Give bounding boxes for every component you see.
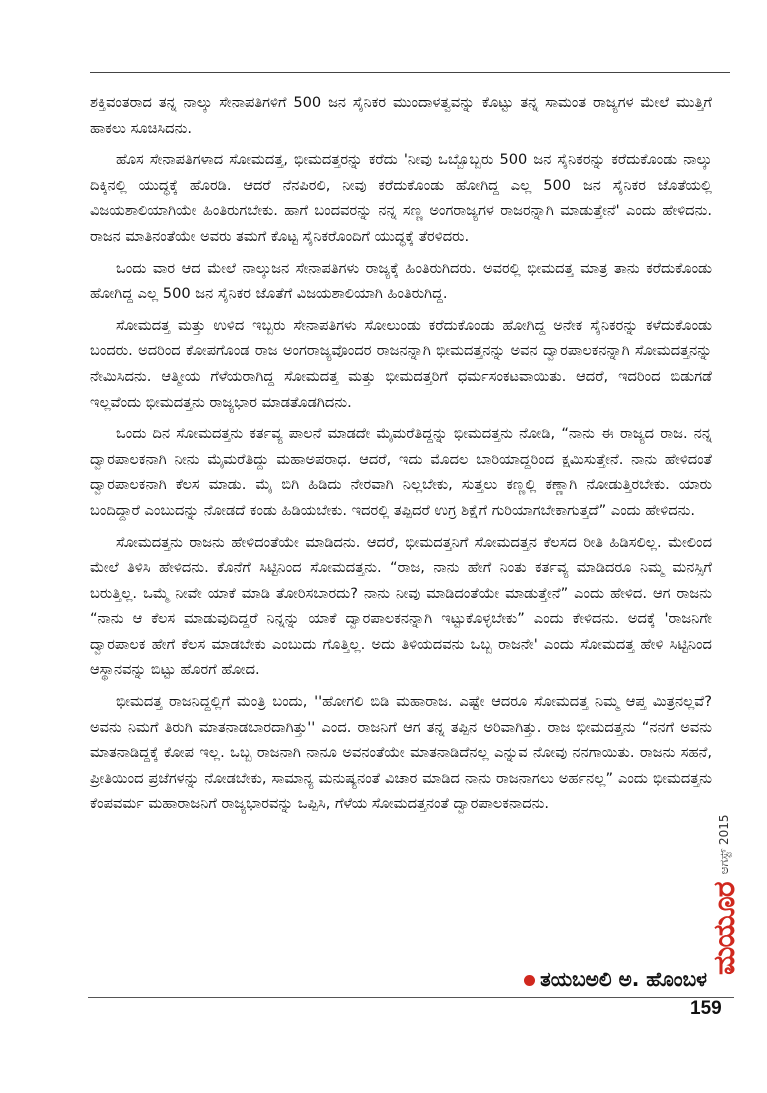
paragraph: ಒಂದು ದಿನ ಸೋಮದತ್ತನು ಕರ್ತವ್ಯ ಪಾಲನೆ ಮಾಡದೇ ಮೈಮರೆತಿದ್ದನ್ನು ಭೀಮದತ್ತನು ನೋಡಿ, “ನಾನು ಈ ರಾಜ್ಯದ ರಾಜ. ನನ್ನ ದ್ವಾರಪಾಲಕನಾಗಿ ನೀನು ಮೈಮರೆತಿದ್ದು ಮಹಾಅಪರಾಧ. ಆದರೆ, ಇದು ಮೊದಲ ಬಾರಿಯಾದ್ದರಿಂದ ಕ್ಷಮಿಸುತ್ತೇನೆ. ನಾನು ಹೇಳಿದಂತೆ ದ್ವಾರಪಾಲಕನಾಗಿ ಕೆಲಸ ಮಾಡು. ಮೈ ಬಿಗಿ ಹಿಡಿದು ನೇರವಾಗಿ ನಿಲ್ಲಬೇಕು, ಸುತ್ತಲು ಕಣ್ಣಲ್ಲಿ ಕಣ್ಣಾಗಿ ನೋಡುತ್ತಿರಬೇಕು. ಯಾರು ಬಂದಿದ್ದಾರೆ ಎಂಬುದನ್ನು ನೋಡದೆ ಕಂಡು ಹಿಡಿಯಬೇಕು. ಇದರಲ್ಲಿ ತಪ್ಪಿದರೆ ಉಗ್ರ ಶಿಕ್ಷೆಗೆ ಗುರಿಯಾಗಬೇಕಾಗುತ್ತದೆ” ಎಂದು ಹೇಳಿದನು. (90, 425, 712, 519)
author-name: ತಯಬಅಲಿ ಅ. ಹೊಂಬಳ (540, 967, 707, 991)
paragraph: ಶಕ್ತಿವಂತರಾದ ತನ್ನ ನಾಲ್ಕು ಸೇನಾಪತಿಗಳಿಗೆ 500 ಜನ ಸೈನಿಕರ ಮುಂದಾಳತ್ವವನ್ನು ಕೊಟ್ಟು ತನ್ನ ಸಾಮಂತ ರಾಜ್ಯಗಳ ಮೇಲೆ ಮುತ್ತಿಗೆ ಹಾಕಲು ಸೂಚಿಸಿದನು. (90, 94, 712, 137)
page-rule (88, 997, 734, 998)
issue-date: ಆಗಸ್ಟ್ 2015 (716, 814, 731, 875)
magazine-logo: ಮಯೂರ (706, 882, 742, 975)
bullet-icon (524, 975, 535, 986)
author-byline (524, 967, 707, 991)
page-number: 159 (690, 998, 722, 1019)
paragraph: ಸೋಮದತ್ತ ಮತ್ತು ಉಳಿದ ಇಬ್ಬರು ಸೇನಾಪತಿಗಳು ಸೋಲುಂಡು ಕರೆದುಕೊಂಡು ಹೋಗಿದ್ದ ಅನೇಕ ಸೈನಿಕರನ್ನು ಕಳೆದುಕೊಂಡು ಬಂದರು. ಅದರಿಂದ ಕೋಪಗೊಂಡ ರಾಜ ಅಂಗರಾಜ್ಯವೊಂದರ ರಾಜನನ್ನಾಗಿ ಭೀಮದತ್ತನನ್ನು ಅವನ ದ್ವಾರಪಾಲಕನನ್ನಾಗಿ ಸೋಮದತ್ತನನ್ನು ನೇಮಿಸಿದನು. ಆತ್ಮೀಯ ಗೆಳೆಯರಾಗಿದ್ದ ಸೋಮದತ್ತ ಮತ್ತು ಭೀಮದತ್ತರಿಗೆ ಧರ್ಮಸಂಕಟವಾಯಿತು. ಆದರೆ, ಇದರಿಂದ ಬಿಡುಗಡೆ ಇಲ್ಲವೆಂದು ಭೀಮದತ್ತನು ರಾಜ್ಯಭಾರ ಮಾಡತೊಡಗಿದನು. (90, 316, 712, 411)
paragraph: ಭೀಮದತ್ತ ರಾಜನಿದ್ದಲ್ಲಿಗೆ ಮಂತ್ರಿ ಬಂದು, ''ಹೋಗಲಿ ಬಿಡಿ ಮಹಾರಾಜ. ಎಷ್ಟೇ ಆದರೂ ಸೋಮದತ್ತ ನಿಮ್ಮ ಆಪ್ತ ಮಿತ್ರನಲ್ಲವೆ? ಅವನು ನಿಮಗೆ ತಿರುಗಿ ಮಾತನಾಡಬಾರದಾಗಿತ್ತು'' ಎಂದ. ರಾಜನಿಗೆ ಆಗ ತನ್ನ ತಪ್ಪಿನ ಅರಿವಾಗಿತ್ತು. ರಾಜ ಭೀಮದತ್ತನು “ನನಗೆ ಅವನು ಮಾತನಾಡಿದ್ದಕ್ಕೆ ಕೋಪ ಇಲ್ಲ. ಒಬ್ಬ ರಾಜನಾಗಿ ನಾನೂ ಅವನಂತೆಯೇ ಮಾತನಾಡಿದೆನಲ್ಲ ಎನ್ನುವ ನೋವು ನನಗಾಯಿತು. ರಾಜನು ಸಹನೆ, ಪ್ರೀತಿಯಿಂದ ಪ್ರಜೆಗಳನ್ನು ನೋಡಬೇಕು, ಸಾಮಾನ್ಯ ಮನುಷ್ಯನಂತೆ ವಿಚಾರ ಮಾಡಿದ ನಾನು ರಾಜನಾಗಲು ಅರ್ಹನಲ್ಲ” ಎಂದು ಭೀಮದತ್ತನು ಕೆಂಪವರ್ಮ ಮಹಾರಾಜನಿಗೆ ರಾಜ್ಯಭಾರವನ್ನು ಒಪ್ಪಿಸಿ, ಗೆಳೆಯ ಸೋಮದತ್ತನಂತೆ ದ್ವಾರಪಾಲಕನಾದನು. (90, 693, 712, 813)
top-rule (90, 72, 730, 73)
magazine-side-label (700, 800, 748, 975)
paragraph: ಸೋಮದತ್ತನು ರಾಜನು ಹೇಳಿದಂತೆಯೇ ಮಾಡಿದನು. ಆದರೆ, ಭೀಮದತ್ತನಿಗೆ ಸೋಮದತ್ತನ ಕೆಲಸದ ರೀತಿ ಹಿಡಿಸಲಿಲ್ಲ. ಮೇಲಿಂದ ಮೇಲೆ ತಿಳಿಸಿ ಹೇಳಿದನು. ಕೊನೆಗೆ ಸಿಟ್ಟಿನಿಂದ ಸೋಮದತ್ತನು. “ರಾಜ, ನಾನು ಹೇಗೆ ನಿಂತು ಕರ್ತವ್ಯ ಮಾಡಿದರೂ ನಿಮ್ಮ ಮನಸ್ಸಿಗೆ ಬರುತ್ತಿಲ್ಲ. ಒಮ್ಮೆ ನೀವೇ ಯಾಕೆ ಮಾಡಿ ತೋರಿಸಬಾರದು? ನಾನು ನೀವು ಮಾಡಿದಂತೆಯೇ ಮಾಡುತ್ತೇನೆ” ಎಂದು ಹೇಳಿದ. ಆಗ ರಾಜನು “ನಾನು ಆ ಕೆಲಸ ಮಾಡುವುದಿದ್ದರೆ ನಿನ್ನನ್ನು ಯಾಕೆ ದ್ವಾರಪಾಲಕನನ್ನಾಗಿ ಇಟ್ಟುಕೊಳ್ಳಬೇಕು” ಎಂದು ಕೇಳಿದನು. ಅದಕ್ಕೆ 'ರಾಜನಿಗೇ ದ್ವಾರಪಾಲಕ ಹೇಗೆ ಕೆಲಸ ಮಾಡಬೇಕು ಎಂಬುದು ಗೊತ್ತಿಲ್ಲ. ಅದು ತಿಳಿಯದವನು ಒಬ್ಬ ರಾಜನೇ' ಎಂದು ಸೋಮದತ್ತ ಹೇಳಿ ಸಿಟ್ಟಿನಿಂದ ಆಸ್ಥಾನವನ್ನು ಬಿಟ್ಟು ಹೊರಗೆ ಹೋದ. (90, 533, 712, 679)
article-body (90, 90, 712, 823)
paragraph: ಹೊಸ ಸೇನಾಪತಿಗಳಾದ ಸೋಮದತ್ತ, ಭೀಮದತ್ತರನ್ನು ಕರೆದು 'ನೀವು ಒಬ್ಬೊಬ್ಬರು 500 ಜನ ಸೈನಿಕರನ್ನು ಕರೆದುಕೊಂಡು ನಾಲ್ಕು ದಿಕ್ಕಿನಲ್ಲಿ ಯುದ್ಧಕ್ಕೆ ಹೊರಡಿ. ಆದರೆ ನೆನಪಿರಲಿ, ನೀವು ಕರೆದುಕೊಂಡು ಹೋಗಿದ್ದ ಎಲ್ಲ 500 ಜನ ಸೈನಿಕರ ಜೊತೆಯಲ್ಲಿ ವಿಜಯಶಾಲಿಯಾಗಿಯೇ ಹಿಂತಿರುಗಬೇಕು. ಹಾಗೆ ಬಂದವರನ್ನು ನನ್ನ ಸಣ್ಣ ಅಂಗರಾಜ್ಯಗಳ ರಾಜರನ್ನಾಗಿ ಮಾಡುತ್ತೇನೆ' ಎಂದು ಹೇಳಿದನು. ರಾಜನ ಮಾತಿನಂತೆಯೇ ಅವರು ತಮಗೆ ಕೊಟ್ಟ ಸೈನಿಕರೊಂದಿಗೆ ಯುದ್ಧಕ್ಕೆ ತೆರಳಿದರು. (90, 151, 712, 245)
paragraph: ಒಂದು ವಾರ ಆದ ಮೇಲೆ ನಾಲ್ಕುಜನ ಸೇನಾಪತಿಗಳು ರಾಜ್ಯಕ್ಕೆ ಹಿಂತಿರುಗಿದರು. ಅವರಲ್ಲಿ ಭೀಮದತ್ತ ಮಾತ್ರ ತಾನು ಕರೆದುಕೊಂಡು ಹೋಗಿದ್ದ ಎಲ್ಲ 500 ಜನ ಸೈನಿಕರ ಜೊತೆಗೆ ವಿಜಯಶಾಲಿಯಾಗಿ ಹಿಂತಿರುಗಿದ್ದ. (90, 259, 712, 303)
